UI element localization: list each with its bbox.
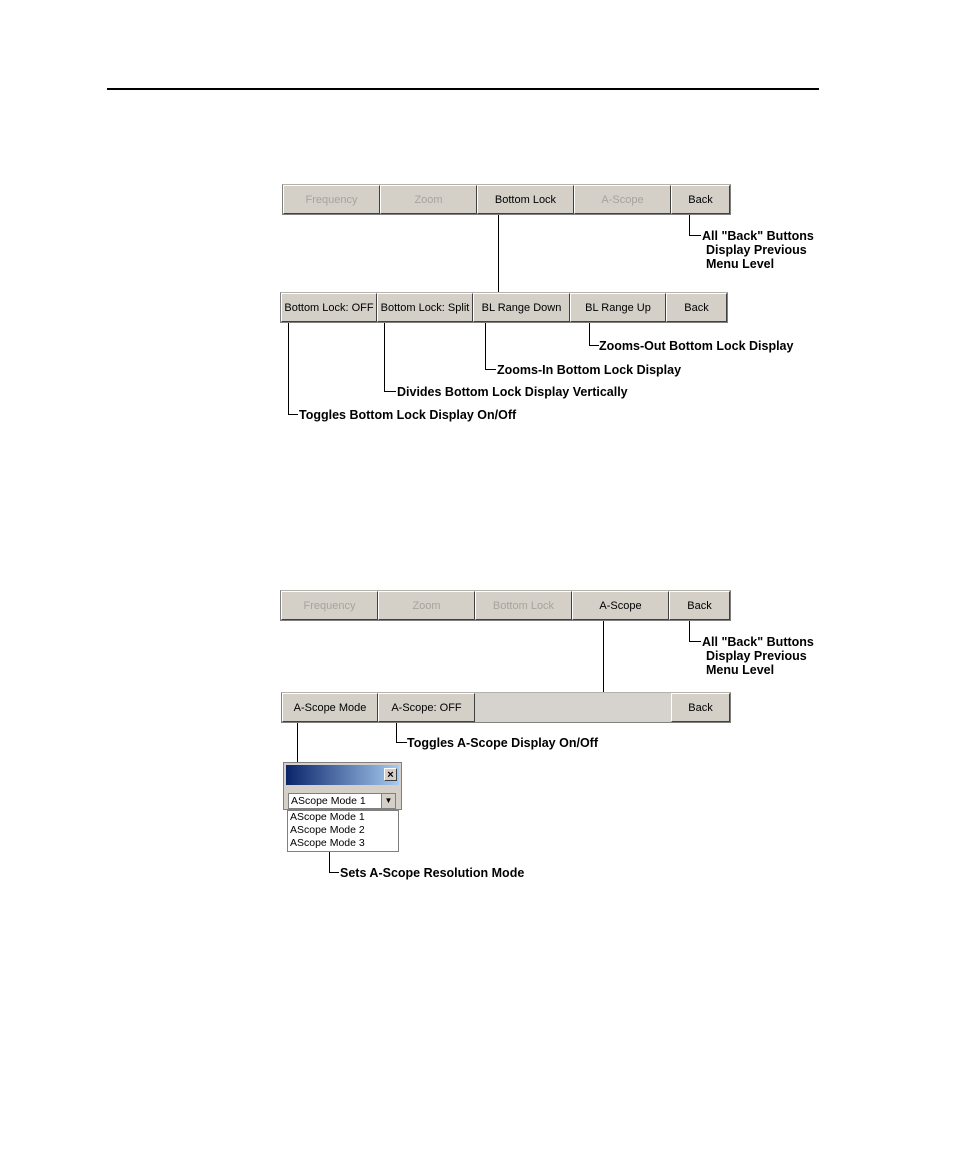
split-leader-v <box>384 323 385 392</box>
a-scope-mode-select[interactable] <box>288 793 396 809</box>
fig1-bottom-lock-button[interactable]: Bottom Lock <box>477 185 574 214</box>
fig2-zoom-button[interactable]: Zoom <box>378 591 475 620</box>
fig2-back-callout-line1: All "Back" Buttons <box>702 635 814 649</box>
split-callout: Divides Bottom Lock Display Vertically <box>397 385 628 399</box>
fig2-frequency-button[interactable]: Frequency <box>281 591 378 620</box>
ascope-off-leader-v <box>396 723 397 743</box>
off-callout: Toggles Bottom Lock Display On/Off <box>299 408 517 422</box>
a-scope-mode-button[interactable]: A-Scope Mode <box>282 693 378 722</box>
fig1-back-leader-v <box>689 215 690 236</box>
range-down-leader-h <box>485 369 496 370</box>
a-scope-off-button[interactable]: A-Scope: OFF <box>378 693 475 722</box>
fig2-back-leader-h <box>689 641 701 642</box>
fig2-back-button[interactable]: Back <box>669 591 730 620</box>
fig1-zoom-button[interactable]: Zoom <box>380 185 477 214</box>
bl-range-down-button[interactable]: BL Range Down <box>473 293 570 322</box>
header-rule <box>107 88 819 90</box>
option-mode-1[interactable]: AScope Mode 1 <box>290 811 365 823</box>
fig2-empty-slot <box>475 693 671 722</box>
off-leader-v <box>288 323 289 415</box>
range-up-leader-v <box>589 323 590 346</box>
bottom-lock-off-button[interactable]: Bottom Lock: OFF <box>281 293 377 322</box>
a-scope-mode-dialog <box>283 762 402 810</box>
close-icon[interactable]: × <box>384 768 397 781</box>
bl-range-up-button[interactable]: BL Range Up <box>570 293 666 322</box>
range-up-callout: Zooms-Out Bottom Lock Display <box>599 339 794 353</box>
range-down-leader-v <box>485 323 486 370</box>
select-value: AScope Mode 1 <box>291 795 366 807</box>
fig1-back-callout-line1: All "Back" Buttons <box>702 229 814 243</box>
fig1-frequency-button[interactable]: Frequency <box>283 185 380 214</box>
fig1-back-callout-line3: Menu Level <box>706 257 775 271</box>
range-down-callout: Zooms-In Bottom Lock Display <box>497 363 682 377</box>
fig2-a-scope-button[interactable]: A-Scope <box>572 591 669 620</box>
ascope-off-leader-h <box>396 742 407 743</box>
fig2-back-callout-line3: Menu Level <box>706 663 775 677</box>
fig1-top-menu-bar <box>282 184 731 215</box>
fig1-sub-menu-bar <box>280 292 728 323</box>
fig1-sub-back-button[interactable]: Back <box>666 293 727 322</box>
mode-leader-h <box>329 872 339 873</box>
chevron-down-icon[interactable]: ▼ <box>381 794 395 808</box>
fig1-connector-line <box>498 215 499 293</box>
ascope-off-callout: Toggles A-Scope Display On/Off <box>407 736 598 750</box>
mode-callout: Sets A-Scope Resolution Mode <box>340 866 525 880</box>
fig1-back-button[interactable]: Back <box>671 185 730 214</box>
fig1-back-leader-h <box>689 235 701 236</box>
fig1-a-scope-button[interactable]: A-Scope <box>574 185 671 214</box>
bottom-lock-split-button[interactable]: Bottom Lock: Split <box>377 293 473 322</box>
fig2-connector-line <box>603 621 604 693</box>
split-leader-h <box>384 391 396 392</box>
fig2-bottom-lock-button[interactable]: Bottom Lock <box>475 591 572 620</box>
a-scope-mode-options <box>287 810 399 852</box>
mode-leader-v <box>329 852 330 873</box>
option-mode-3[interactable]: AScope Mode 3 <box>290 837 365 849</box>
off-leader-h <box>288 414 298 415</box>
fig2-top-menu-bar <box>280 590 731 621</box>
fig2-back-callout-line2: Display Previous <box>706 649 807 663</box>
fig2-back-leader-v <box>689 621 690 642</box>
fig1-back-callout-line2: Display Previous <box>706 243 807 257</box>
dialog-titlebar[interactable] <box>286 765 399 785</box>
range-up-leader-h <box>589 345 599 346</box>
option-mode-2[interactable]: AScope Mode 2 <box>290 824 365 836</box>
fig2-sub-back-button[interactable]: Back <box>671 693 730 722</box>
fig2-sub-menu-bar <box>281 692 731 723</box>
mode-connector-line <box>297 723 298 763</box>
